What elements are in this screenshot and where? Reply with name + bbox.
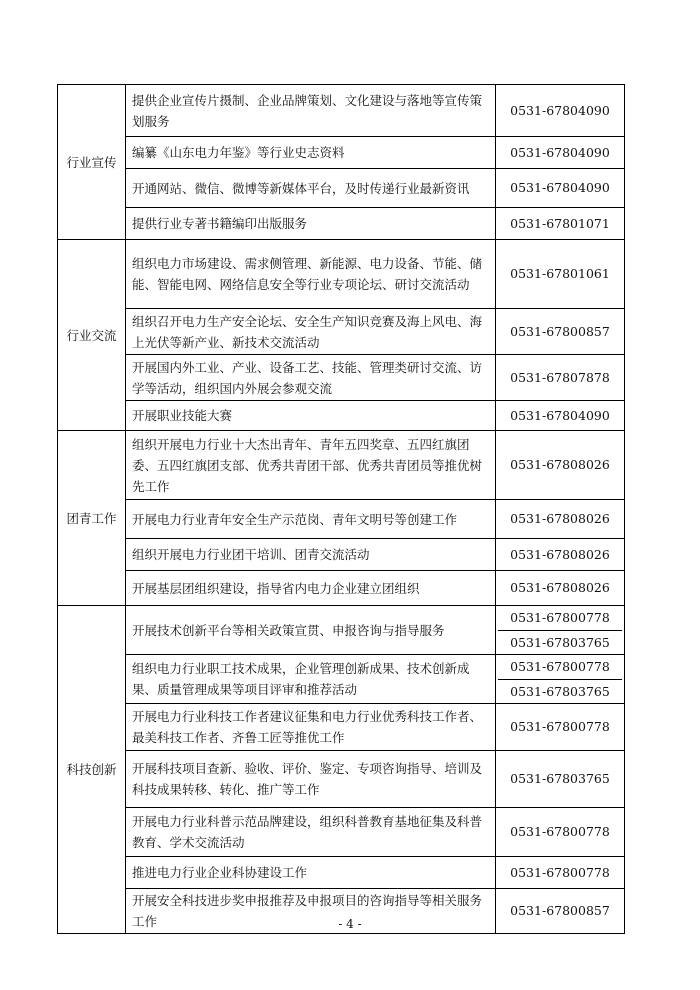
table-row	[58, 309, 625, 355]
service-description: 开通网站、微信、微博等新媒体平台，及时传递行业最新资讯	[126, 169, 496, 208]
contact-phone-cell	[496, 751, 625, 808]
table-row	[58, 85, 625, 137]
contact-phone: 0531-67803765	[510, 771, 610, 786]
service-description: 推进电力行业企业科协建设工作	[126, 857, 496, 889]
table-row	[58, 137, 625, 169]
table-row	[58, 704, 625, 751]
category-cell: 团青工作	[58, 431, 126, 606]
service-description: 组织开展电力行业团干培训、团青交流活动	[126, 539, 496, 571]
contact-phone: 0531-67800857	[510, 903, 610, 918]
contact-phone: 0531-67803765	[498, 630, 622, 654]
service-description: 组织开展电力行业十大杰出青年、青年五四奖章、五四红旗团委、五四红旗团支部、优秀共青团干部、优秀共青团员等推优树先工作	[126, 431, 496, 500]
service-description: 开展国内外工业、产业、设备工艺、技能、管理类研讨交流、访学等活动，组织国内外展会参观交流	[126, 355, 496, 401]
service-description: 开展职业技能大赛	[126, 401, 496, 431]
contact-phone: 0531-67804090	[510, 408, 610, 423]
services-table	[57, 84, 625, 934]
contact-phone: 0531-67801061	[510, 266, 610, 281]
contact-phone: 0531-67800778	[510, 865, 610, 880]
contact-phone: 0531-67804090	[510, 145, 610, 160]
table-row	[58, 655, 625, 704]
contact-phone-cell	[496, 137, 625, 169]
table-row	[58, 208, 625, 240]
contact-phone-cell	[496, 606, 625, 655]
service-description: 组织电力市场建设、需求侧管理、新能源、电力设备、节能、储能、智能电网、网络信息安全等行业专项论坛、研讨交流活动	[126, 240, 496, 309]
service-description: 开展电力行业青年安全生产示范岗、青年文明号等创建工作	[126, 500, 496, 539]
contact-phone: 0531-67804090	[510, 103, 610, 118]
contact-phone-cell	[496, 240, 625, 309]
category-cell: 行业宣传	[58, 85, 126, 240]
contact-phone: 0531-67808026	[510, 547, 610, 562]
contact-phone: 0531-67800778	[510, 659, 610, 674]
service-description: 提供行业专著书籍编印出版服务	[126, 208, 496, 240]
contact-phone-cell	[496, 704, 625, 751]
contact-phone-cell	[496, 808, 625, 857]
contact-phone-cell	[496, 85, 625, 137]
contact-phone-cell	[496, 571, 625, 606]
category-cell: 行业交流	[58, 240, 126, 431]
contact-phone: 0531-67800857	[510, 324, 610, 339]
contact-phone-cell	[496, 500, 625, 539]
contact-phone-cell	[496, 169, 625, 208]
service-description: 组织电力行业职工技术成果，企业管理创新成果、技术创新成果、质量管理成果等项目评审和推荐活动	[126, 655, 496, 704]
service-description: 开展科技项目查新、验收、评价、鉴定、专项咨询指导、培训及科技成果转移、转化、推广等工作	[126, 751, 496, 808]
table-row	[58, 857, 625, 889]
table-row	[58, 539, 625, 571]
contact-phone: 0531-67807878	[510, 370, 610, 385]
service-description: 开展技术创新平台等相关政策宣贯、申报咨询与指导服务	[126, 606, 496, 655]
service-description: 组织召开电力生产安全论坛、安全生产知识竞赛及海上风电、海上光伏等新产业、新技术交流活动	[126, 309, 496, 355]
service-description: 开展电力行业科技工作者建议征集和电力行业优秀科技工作者、最美科技工作者、齐鲁工匠等推优工作	[126, 704, 496, 751]
contact-phone: 0531-67808026	[510, 580, 610, 595]
contact-phone: 0531-67808026	[510, 511, 610, 526]
table-row	[58, 808, 625, 857]
table-row	[58, 571, 625, 606]
contact-phone-cell	[496, 309, 625, 355]
contact-phone-cell	[496, 857, 625, 889]
contact-phone: 0531-67801071	[510, 216, 610, 231]
contact-phone-cell	[496, 355, 625, 401]
contact-phone: 0531-67803765	[498, 679, 622, 703]
contact-phone-cell	[496, 539, 625, 571]
table-row	[58, 401, 625, 431]
contact-phone: 0531-67800778	[510, 610, 610, 625]
contact-phone-cell	[496, 401, 625, 431]
service-description: 编纂《山东电力年鉴》等行业史志资料	[126, 137, 496, 169]
category-cell: 科技创新	[58, 606, 126, 934]
service-description: 开展基层团组织建设，指导省内电力企业建立团组织	[126, 571, 496, 606]
services-table-body	[58, 85, 625, 934]
contact-phone-cell	[496, 655, 625, 704]
contact-phone: 0531-67800778	[510, 824, 610, 839]
table-row	[58, 169, 625, 208]
contact-phone: 0531-67804090	[510, 180, 610, 195]
contact-phone-cell	[496, 431, 625, 500]
service-description: 开展安全科技进步奖申报推荐及申报项目的咨询指导等相关服务工作	[126, 889, 496, 934]
contact-phone: 0531-67808026	[510, 457, 610, 472]
table-row	[58, 355, 625, 401]
table-row	[58, 606, 625, 655]
table-row	[58, 500, 625, 539]
page-number: - 4 -	[338, 917, 362, 931]
contact-phone: 0531-67800778	[510, 719, 610, 734]
table-row	[58, 431, 625, 500]
table-row	[58, 240, 625, 309]
contact-phone-cell	[496, 208, 625, 240]
table-row	[58, 751, 625, 808]
service-description: 提供企业宣传片摄制、企业品牌策划、文化建设与落地等宣传策划服务	[126, 85, 496, 137]
service-description: 开展电力行业科普示范品牌建设，组织科普教育基地征集及科普教育、学术交流活动	[126, 808, 496, 857]
